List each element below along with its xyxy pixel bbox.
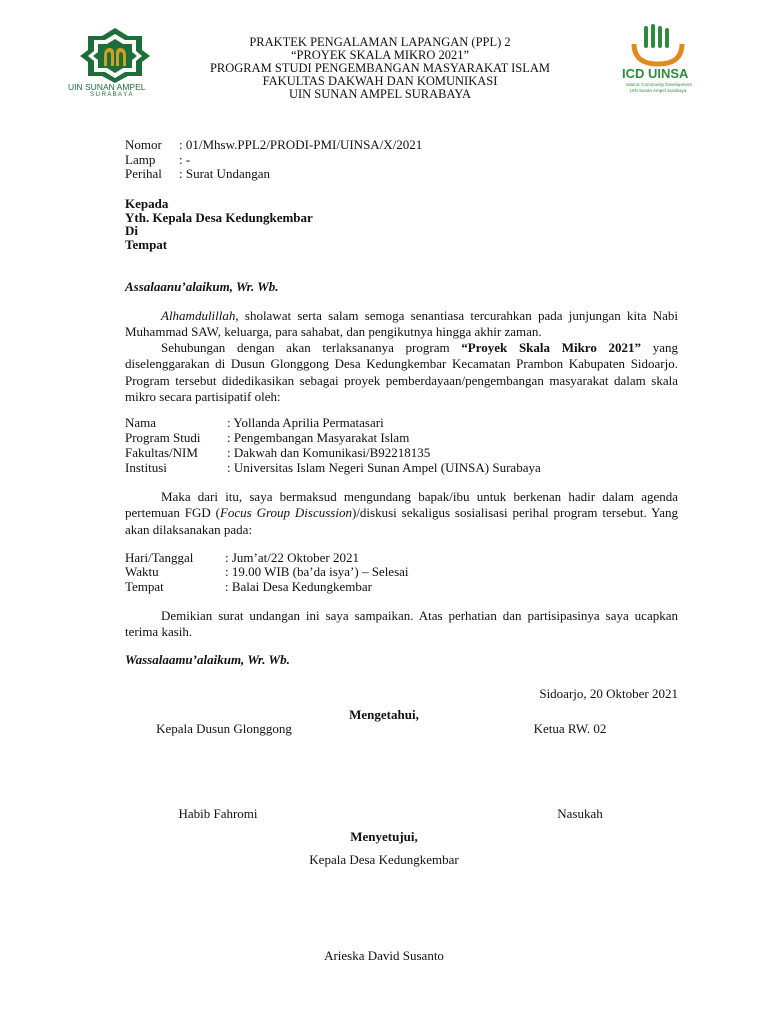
icd-logo-title: ICD UINSA [622, 66, 689, 81]
paragraph-closing: Demikian surat undangan ini saya sampaikan. Atas perhatian dan partisipasinya saya ucapkan terima kasih. [125, 608, 678, 640]
paragraph-opening [125, 308, 678, 341]
header-line-5: UIN SUNAN AMPEL SURABAYA [288, 87, 472, 101]
lamp-value: : - [179, 152, 191, 167]
identity-value-program: : Pengembangan Masyarakat Islam [227, 430, 410, 445]
perihal-value: : Surat Undangan [179, 166, 270, 181]
para2-bold: “Proyek Skala Mikro 2021” [461, 340, 642, 355]
para3-after: )/diskusi sekaligus sosialisasi perihal program tersebut. Yang akan dilaksanakan pada: [125, 505, 678, 537]
uin-sunan-ampel-logo [70, 26, 160, 98]
menyetujui-label: Menyetujui, [350, 829, 418, 844]
identity-value-institution: : Universitas Islam Negeri Sunan Ampel (UINSA) Surabaya [227, 460, 541, 475]
paragraph-program [125, 340, 678, 405]
recipient-line-4: Tempat [125, 237, 168, 252]
para2-before: Sehubungan dengan akan terlaksananya program [161, 340, 462, 355]
schedule-value-time: : 19.00 WIB (ba’da isya’) – Selesai [225, 564, 409, 579]
schedule-label-time: Waktu [125, 564, 159, 579]
recipient-line-3: Di [125, 223, 138, 238]
left-signer-role: Kepala Dusun Glonggong [156, 721, 292, 736]
center-signer-name: Arieska David Susanto [324, 948, 444, 963]
icd-logo-sub-2: UIN Sunan Ampel Surabaya [630, 88, 687, 93]
schedule-value-date: : Jum’at/22 Oktober 2021 [225, 550, 359, 565]
nomor-value: : 01/Mhsw.PPL2/PRODI-PMI/UINSA/X/2021 [179, 137, 423, 152]
icd-logo-icon [618, 22, 698, 68]
para1-rest: , sholawat serta salam semoga senantiasa tercurahkan pada junjungan kita Nabi Muhammad SAW, keluarga, para sahabat, dan pengikutnya hingga akhir zaman. [125, 308, 678, 340]
recipient-line-2: Yth. Kepala Desa Kedungkembar [125, 210, 313, 225]
header-line-2: “PROYEK SKALA MIKRO 2021” [290, 48, 470, 62]
schedule-label-date: Hari/Tanggal [125, 550, 194, 565]
para2-after: yang diselenggarakan di Dusun Glonggong Desa Kedungkembar Kecamatan Prambon Kabupaten Sidoarjo. Program tersebut didedikasikan sebagai proyek pemberdayaan/pengembangan masyarakat dalam skala mikro secara partisipatif oleh: [125, 340, 678, 404]
closing-greeting: Wassalaamu’alaikum, Wr. Wb. [125, 652, 290, 667]
greeting: Assalaanu’alaikum, Wr. Wb. [125, 279, 279, 294]
right-signer-role: Ketua RW. 02 [533, 721, 607, 736]
para1-italic: Alhamdulillah [161, 308, 236, 323]
icd-logo-sub-1: Islamic Community Development [626, 82, 692, 87]
nomor-label: Nomor [125, 137, 162, 152]
recipient-line-1: Kepada [125, 196, 169, 211]
schedule-label-place: Tempat [125, 579, 164, 594]
perihal-label: Perihal [125, 166, 162, 181]
place-date: Sidoarjo, 20 Oktober 2021 [539, 686, 678, 701]
para3-before: Maka dari itu, saya bermaksud mengundang bapak/ibu untuk berkenan hadir dalam agenda pertemuan FGD ( [125, 489, 678, 521]
identity-value-name: : Yollanda Aprilia Permatasari [227, 415, 384, 430]
uin-logo-text-2: S U R A B A Y A [90, 92, 133, 98]
uin-logo-icon [70, 26, 160, 84]
uin-logo-text-1: UIN SUNAN AMPEL [68, 82, 146, 92]
header-line-1: PRAKTEK PENGALAMAN LAPANGAN (PPL) 2 [249, 35, 511, 49]
para3-italic: Focus Group Discussion [219, 505, 352, 521]
center-signer-role: Kepala Desa Kedungkembar [309, 852, 459, 867]
mengetahui-label: Mengetahui, [349, 707, 419, 722]
paragraph-invitation [125, 489, 678, 538]
identity-label-faculty: Fakultas/NIM [125, 445, 198, 460]
right-signer-name: Nasukah [557, 806, 603, 821]
header-line-3: PROGRAM STUDI PENGEMBANGAN MASYARAKAT ISLAM [209, 61, 551, 75]
icd-uinsa-logo [618, 22, 698, 98]
left-signer-name: Habib Fahromi [178, 806, 258, 821]
identity-label-program: Program Studi [125, 430, 201, 445]
lamp-label: Lamp [125, 152, 156, 167]
identity-value-faculty: : Dakwah dan Komunikasi/B92218135 [227, 445, 431, 460]
identity-label-name: Nama [125, 415, 157, 430]
identity-label-institution: Institusi [125, 460, 167, 475]
schedule-value-place: : Balai Desa Kedungkembar [225, 579, 372, 594]
header-line-4: FAKULTAS DAKWAH DAN KOMUNIKASI [262, 74, 498, 88]
